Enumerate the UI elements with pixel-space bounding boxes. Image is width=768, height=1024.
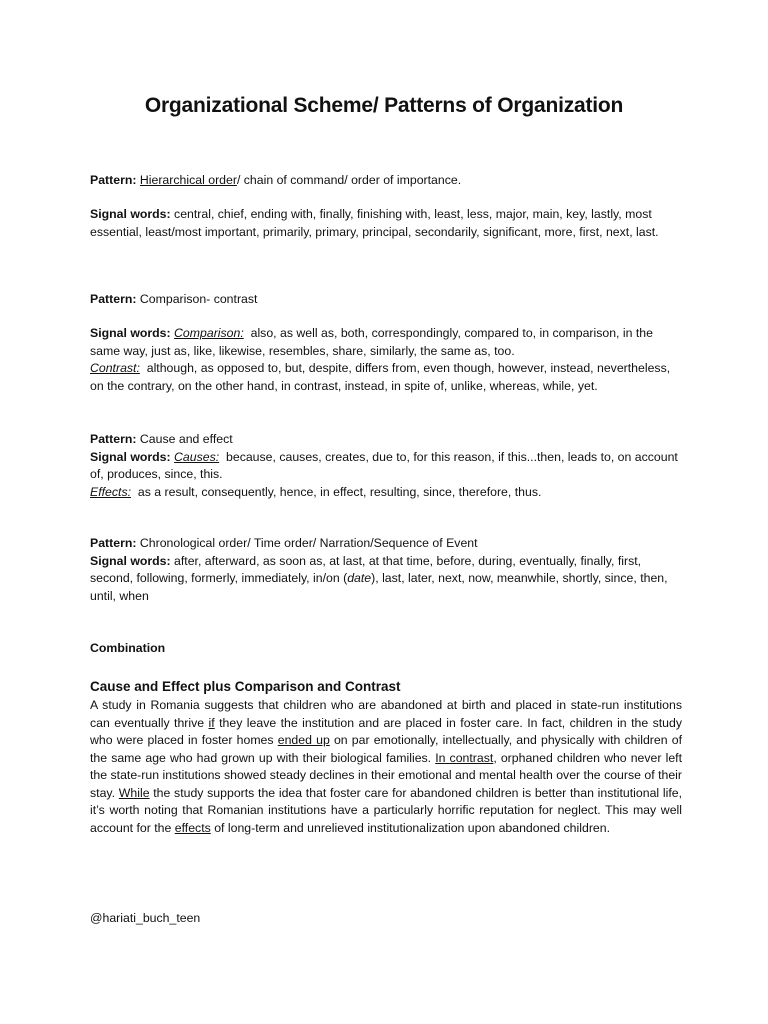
pattern-name: Chronological order/ Time order/ Narration/Sequence of Event (139, 536, 478, 550)
pattern-label: Pattern: (90, 292, 137, 306)
causes-label: Causes: (174, 449, 220, 464)
pattern-label: Pattern: (90, 536, 137, 550)
underlined-word: While (118, 785, 150, 800)
contrast-text: although, as opposed to, but, despite, differs from, even though, however, instead, nevertheless, on the contrary, on the other hand, in contrast, instead, in spite of, unlike, whereas, while, yet. (90, 361, 671, 393)
comparison-label: Comparison: (174, 326, 244, 340)
combination-subheading: Cause and Effect plus Comparison and Contrast (90, 679, 401, 694)
signal-words-comparison (90, 325, 682, 395)
underlined-word: In contrast (435, 750, 494, 765)
underlined-word: ended up (277, 733, 330, 747)
combination-heading: Combination (90, 641, 166, 655)
comparison-text: also, as well as, both, correspondingly, compared to, in comparison, in the same way, just as, like, likewise, resembles, share, similarly, the same as, too. (90, 326, 653, 358)
pattern-label: Pattern: (90, 173, 137, 187)
signal-italic: date (347, 571, 372, 585)
underlined-word: effects (174, 820, 211, 835)
footer-handle: @hariati_buch_teen (90, 911, 201, 925)
pattern-label: Pattern: (90, 432, 137, 446)
pattern-hierarchical (90, 172, 682, 190)
causes-text: because, causes, creates, due to, for this reason, if this...then, leads to, on account of, produces, since, this. (90, 449, 678, 481)
page-title: Organizational Scheme/ Patterns of Organization (144, 94, 624, 117)
signal-label: Signal words: (90, 449, 171, 464)
combination-paragraph (90, 697, 682, 837)
pattern-cause-effect (90, 431, 682, 501)
pattern-name: Cause and effect (139, 432, 233, 446)
signal-text-2: ), last, later, next, now, meanwhile, shortly, since, then, until, when (90, 571, 668, 603)
paragraph-text: A study in Romania suggests that children who are abandoned at birth and placed in state-run institutions can eventually thrive (90, 698, 682, 730)
pattern-name: Hierarchical order (139, 173, 237, 187)
paragraph-text: , orphaned children who never left the state-run institutions showed steady declines in their emotional and mental health over the course of their stay. (90, 750, 682, 800)
signal-words-hierarchical (90, 206, 682, 241)
signal-text: central, chief, ending with, finally, finishing with, least, less, major, main, key, lastly, most essential, least/most important, primarily, primary, principal, secondarily, significant, more, first, next, last. (90, 207, 659, 239)
underlined-word: if (208, 715, 215, 730)
signal-label: Signal words: (90, 326, 171, 340)
pattern-comparison (90, 291, 682, 309)
signal-label: Signal words: (90, 207, 171, 221)
effects-label: Effects: (90, 484, 132, 499)
paragraph-text: of long-term and unrelieved institutionalization upon abandoned children. (210, 820, 611, 835)
signal-text-1: after, afterward, as soon as, at last, at that time, before, during, eventually, finally, first, second, following, formerly, immediately, in/on ( (90, 553, 642, 585)
paragraph-text: on par emotionally, intellectually, and physically with children of the same age who had grown up with their biological families. (90, 733, 682, 765)
signal-label: Signal words: (90, 553, 171, 568)
paragraph-text: the study supports the idea that foster care for abandoned children is better than institutional life, it’s worth noting that Romanian institutions have a particularly horrific reputation for neglect. This may well account for the (90, 785, 682, 835)
effects-text: as a result, consequently, hence, in effect, resulting, since, therefore, thus. (137, 484, 542, 499)
contrast-label: Contrast: (90, 361, 140, 375)
pattern-chronological (90, 535, 682, 605)
pattern-rest: / chain of command/ order of importance. (236, 173, 462, 187)
pattern-name: Comparison- contrast (139, 292, 258, 306)
paragraph-text: they leave the institution and are placed in foster care. In fact, children in the study who were placed in foster homes (90, 715, 682, 747)
